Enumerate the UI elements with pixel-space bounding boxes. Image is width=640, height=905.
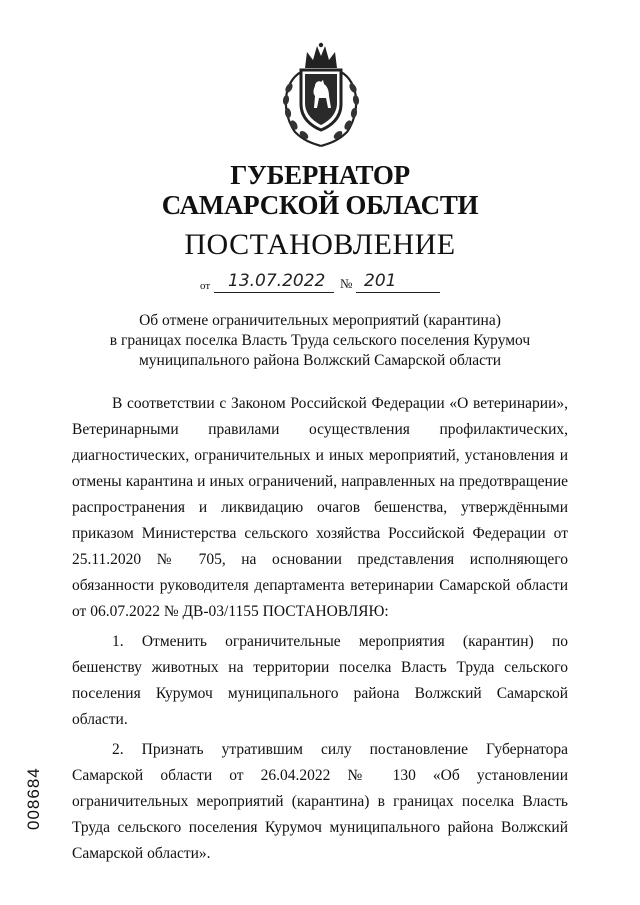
subject-line: в границах поселка Власть Труда сельского поселения Курумоч <box>109 332 531 349</box>
preamble-paragraph: В соответствии с Законом Российской Федерации «О ветеринарии», Ветеринарными правилами осуществления профилактических, диагностических, ограничительных и иных мероприятий, установления и отмены карантина и иных ограничений, направленных на предотвращение распространения и ликвидацию очагов бешенства, утверждёнными приказом Министерства сельского хозяйства Российской Федерации от 25.11.2020 № 705, на основании представления исполняющего обязанности руководителя департамента ветеринарии Самарской области от 06.07.2022 № ДВ-03/1155 ПОСТАНОВЛЯЮ: <box>72 395 568 620</box>
governor-title-line1: ГУБЕРНАТОР <box>230 160 410 190</box>
document-body <box>72 391 568 867</box>
date-number-line <box>200 272 440 294</box>
clause-2-paragraph: 2. Признать утратившим силу постановление Губернатора Самарской области от 26.04.2022 № 130 «Об установлении ограничительных мероприятий (карантина) в границах поселка Власть Труда сельского поселения Курумоч муниципального района Волжский Самарской области». <box>72 741 568 862</box>
handwritten-number: 201 <box>364 271 397 291</box>
governor-title-line2: САМАРСКОЙ ОБЛАСТИ <box>161 190 479 220</box>
subject-line: Об отмене ограничительных мероприятий (карантина) <box>139 312 501 329</box>
handwritten-date: 13.07.2022 <box>228 271 326 291</box>
from-label: от <box>200 280 211 292</box>
date-underline <box>214 292 334 293</box>
coat-of-arms-emblem <box>275 42 367 148</box>
clause-1-paragraph: 1. Отменить ограничительные мероприятия (карантин) по бешенству животных на территории поселка Власть Труда сельского поселения Курумоч муниципального района Волжский Самарской области. <box>72 633 568 728</box>
document-subject <box>0 311 640 371</box>
side-number-text: 008684 <box>24 767 43 830</box>
number-label: № <box>340 276 353 291</box>
number-underline <box>356 292 440 293</box>
document-type-title: ПОСТАНОВЛЕНИЕ <box>184 228 456 261</box>
subject-line: муниципального района Волжский Самарской области <box>138 352 502 369</box>
